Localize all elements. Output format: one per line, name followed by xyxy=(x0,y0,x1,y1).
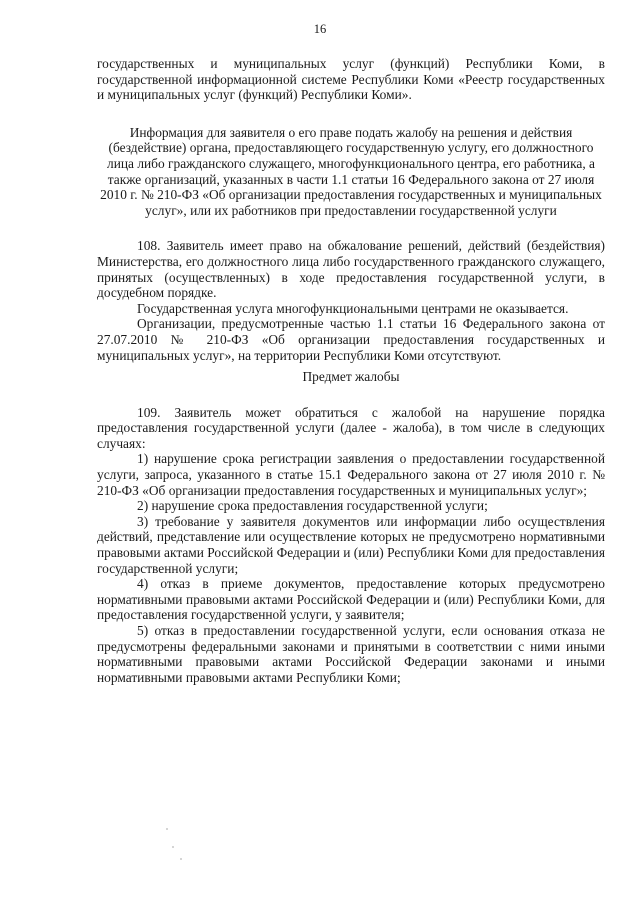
subject-heading: Предмет жалобы xyxy=(302,369,400,385)
complaint-rights-info-heading: Информация для заявителя о его праве подать жалобу на решения и действия (бездействие) органа, предоставляющего государственную услугу, его должностного лица либо гражданского служащего, многофункционального центра, его работника, а также организаций, указанных в части 1.1 статьи 16 Федерального закона от 27 июля 2010 г. № 210-ФЗ «Об организации предоставления государственных и муниципальных услуг», или их работников при предоставлении государственной услуги xyxy=(100,124,602,218)
paragraph-108-mfc: Государственная услуга многофункциональными центрами не оказывается. xyxy=(137,300,569,316)
page-content xyxy=(97,56,605,685)
paragraph-108: 108. Заявитель имеет право на обжалование решений, действий (бездействия) Министерства, его должностного лица либо государственного гражданского служащего, принятых (осуществленных) в ходе предоставления государственной услуги, в досудебном порядке. xyxy=(97,238,605,301)
scan-artifact xyxy=(180,858,182,860)
list-item: 3) требование у заявителя документов или информации либо осуществления действий, представление или осуществление которых не предусмотрено нормативными правовыми актами Российской Федерации и (или) Республики Коми для предоставления государственной услуги; xyxy=(97,513,605,576)
list-item: 5) отказ в предоставлении государственной услуги, если основания отказа не предусмотрены федеральными законами и принятыми в соответствии с ними иными нормативными правовыми актами Российской Федерации законами и иными нормативными правовыми актами Республики Коми; xyxy=(97,623,605,685)
scan-artifact xyxy=(166,828,168,830)
list-item: 4) отказ в приеме документов, предоставление которых предусмотрено нормативными правовыми актами Российской Федерации и (или) Республики Коми, для предоставления государственной услуги, у заявителя; xyxy=(97,576,605,623)
page-number: 16 xyxy=(313,22,327,36)
scan-artifact xyxy=(172,846,174,848)
paragraph-109-intro: 109. Заявитель может обратиться с жалобой на нарушение порядка предоставления государственной услуги (далее - жалоба), в том числе в следующих случаях: xyxy=(97,404,605,451)
intro-paragraph: государственных и муниципальных услуг (функций) Республики Коми, в государственной информационной системе Республики Коми «Реестр государственных и муниципальных услуг (функций) Республики Коми». xyxy=(97,56,605,103)
paragraph-108-organizations: Организации, предусмотренные частью 1.1 статьи 16 Федерального закона от 27.07.2010 № 210-ФЗ «Об организации предоставления государственных и муниципальных услуг», на территории Республики Коми отсутствуют. xyxy=(97,316,605,363)
list-item: 1) нарушение срока регистрации заявления о предоставлении государственной услуги, запроса, указанного в статье 15.1 Федерального закона от 27 июля 2010 г. № 210-ФЗ «Об организации предоставления государственных и муниципальных услуг»; xyxy=(97,451,605,498)
list-item: 2) нарушение срока предоставления государственной услуги; xyxy=(137,498,488,514)
